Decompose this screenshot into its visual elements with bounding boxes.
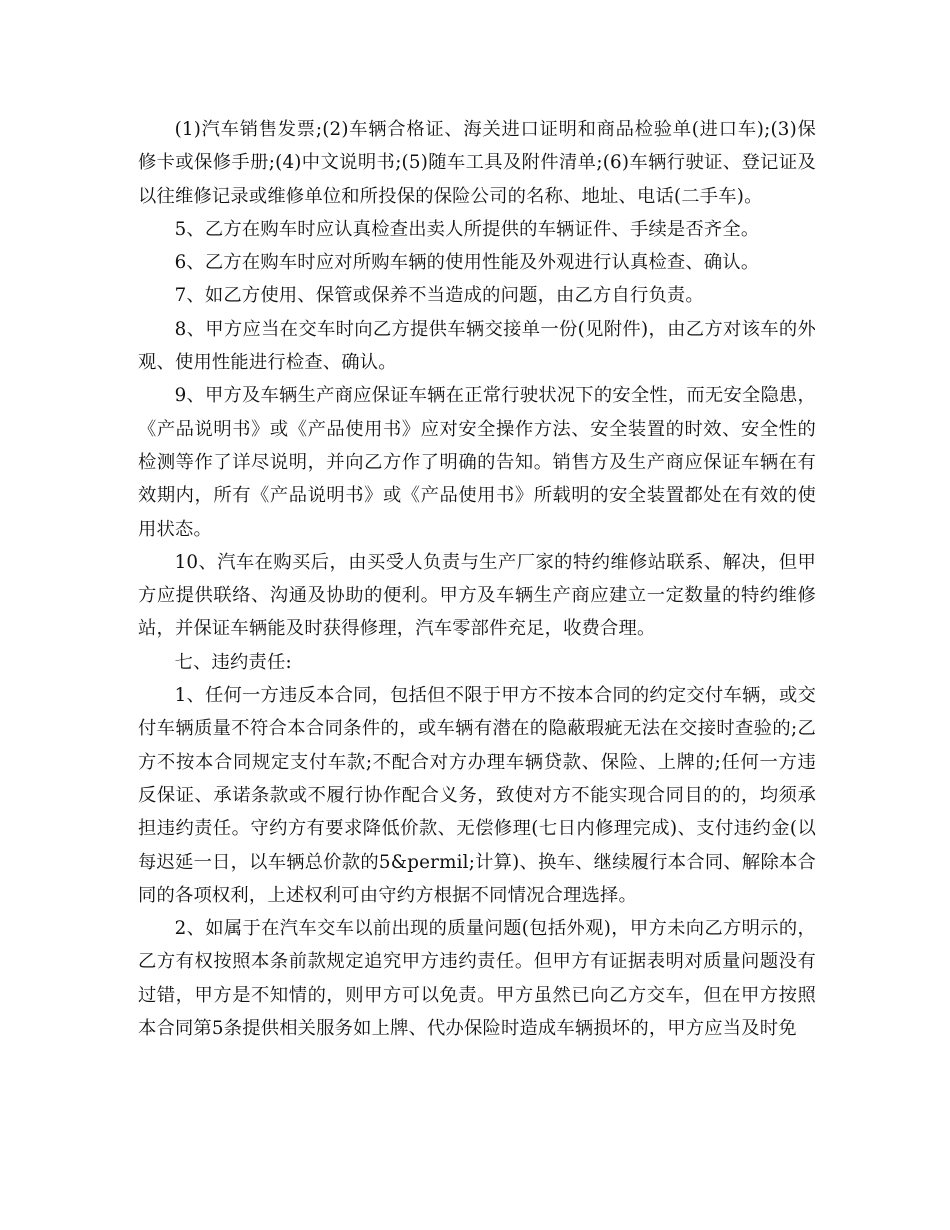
paragraph-clause-10: 10、汽车在购买后，由买受人负责与生产厂家的特约维修站联系、解决，但甲方应提供联络、沟通及协助的便利。甲方及车辆生产商应建立一定数量的特约维修站，并保证车辆能及时获得修理，汽车零部件充足，收费合理。	[138, 551, 816, 640]
paragraph-breach-clause-1: 1、任何一方违反本合同，包括但不限于甲方不按本合同的约定交付车辆，或交付车辆质量不符合本合同条件的，或车辆有潜在的隐蔽瑕疵无法在交接时查验的;乙方不按本合同规定支付车款;不配合对方办理车辆贷款、保险、上牌的;任何一方违反保证、承诺条款或不履行协作配合义务，致使对方不能实现合同目的的，均须承担违约责任。守约方有要求降低价款、无偿修理(七日内修理完成)、支付违约金(以每迟延一日，以车辆总价款的5&permil;计算)、换车、继续履行本合同、解除本合同的各项权利，上述权利可由守约方根据不同情况合理选择。	[138, 685, 816, 906]
paragraph-clause-8: 8、甲方应当在交车时向乙方提供车辆交接单一份(见附件)，由乙方对该车的外观、使用性能进行检查、确认。	[138, 318, 816, 374]
paragraph-clause-5: 5、乙方在购车时应认真检查出卖人所提供的车辆证件、手续是否齐全。	[174, 218, 760, 240]
paragraph-clause-6: 6、乙方在购车时应对所购车辆的使用性能及外观进行认真检查、确认。	[174, 252, 760, 274]
section-heading-breach-liability: 七、违约责任:	[174, 651, 292, 673]
paragraph-clause-9: 9、甲方及车辆生产商应保证车辆在正常行驶状况下的安全性，而无安全隐患，《产品说明书》或《产品使用书》应对安全操作方法、安全装置的时效、安全性的检测等作了详尽说明，并向乙方作了明确的告知。销售方及生产商应保证车辆在有效期内，所有《产品说明书》或《产品使用书》所载明的安全装置都处在有效的使用状态。	[138, 385, 816, 540]
paragraph-clause-7: 7、如乙方使用、保管或保养不当造成的问题，由乙方自行负责。	[174, 285, 704, 307]
paragraph-breach-clause-2: 2、如属于在汽车交车以前出现的质量问题(包括外观)，甲方未向乙方明示的，乙方有权按照本条前款规定追究甲方违约责任。但甲方有证据表明对质量问题没有过错，甲方是不知情的，则甲方可以免责。甲方虽然已向乙方交车，但在甲方按照本合同第5条提供相关服务如上牌、代办保险时造成车辆损坏的，甲方应当及时免	[138, 918, 816, 1040]
document-body	[138, 113, 816, 1045]
paragraph-documents-list: (1)汽车销售发票;(2)车辆合格证、海关进口证明和商品检验单(进口车);(3)保修卡或保修手册;(4)中文说明书;(5)随车工具及附件清单;(6)车辆行驶证、登记证及以往维修记录或维修单位和所投保的保险公司的名称、地址、电话(二手车)。	[138, 119, 816, 207]
